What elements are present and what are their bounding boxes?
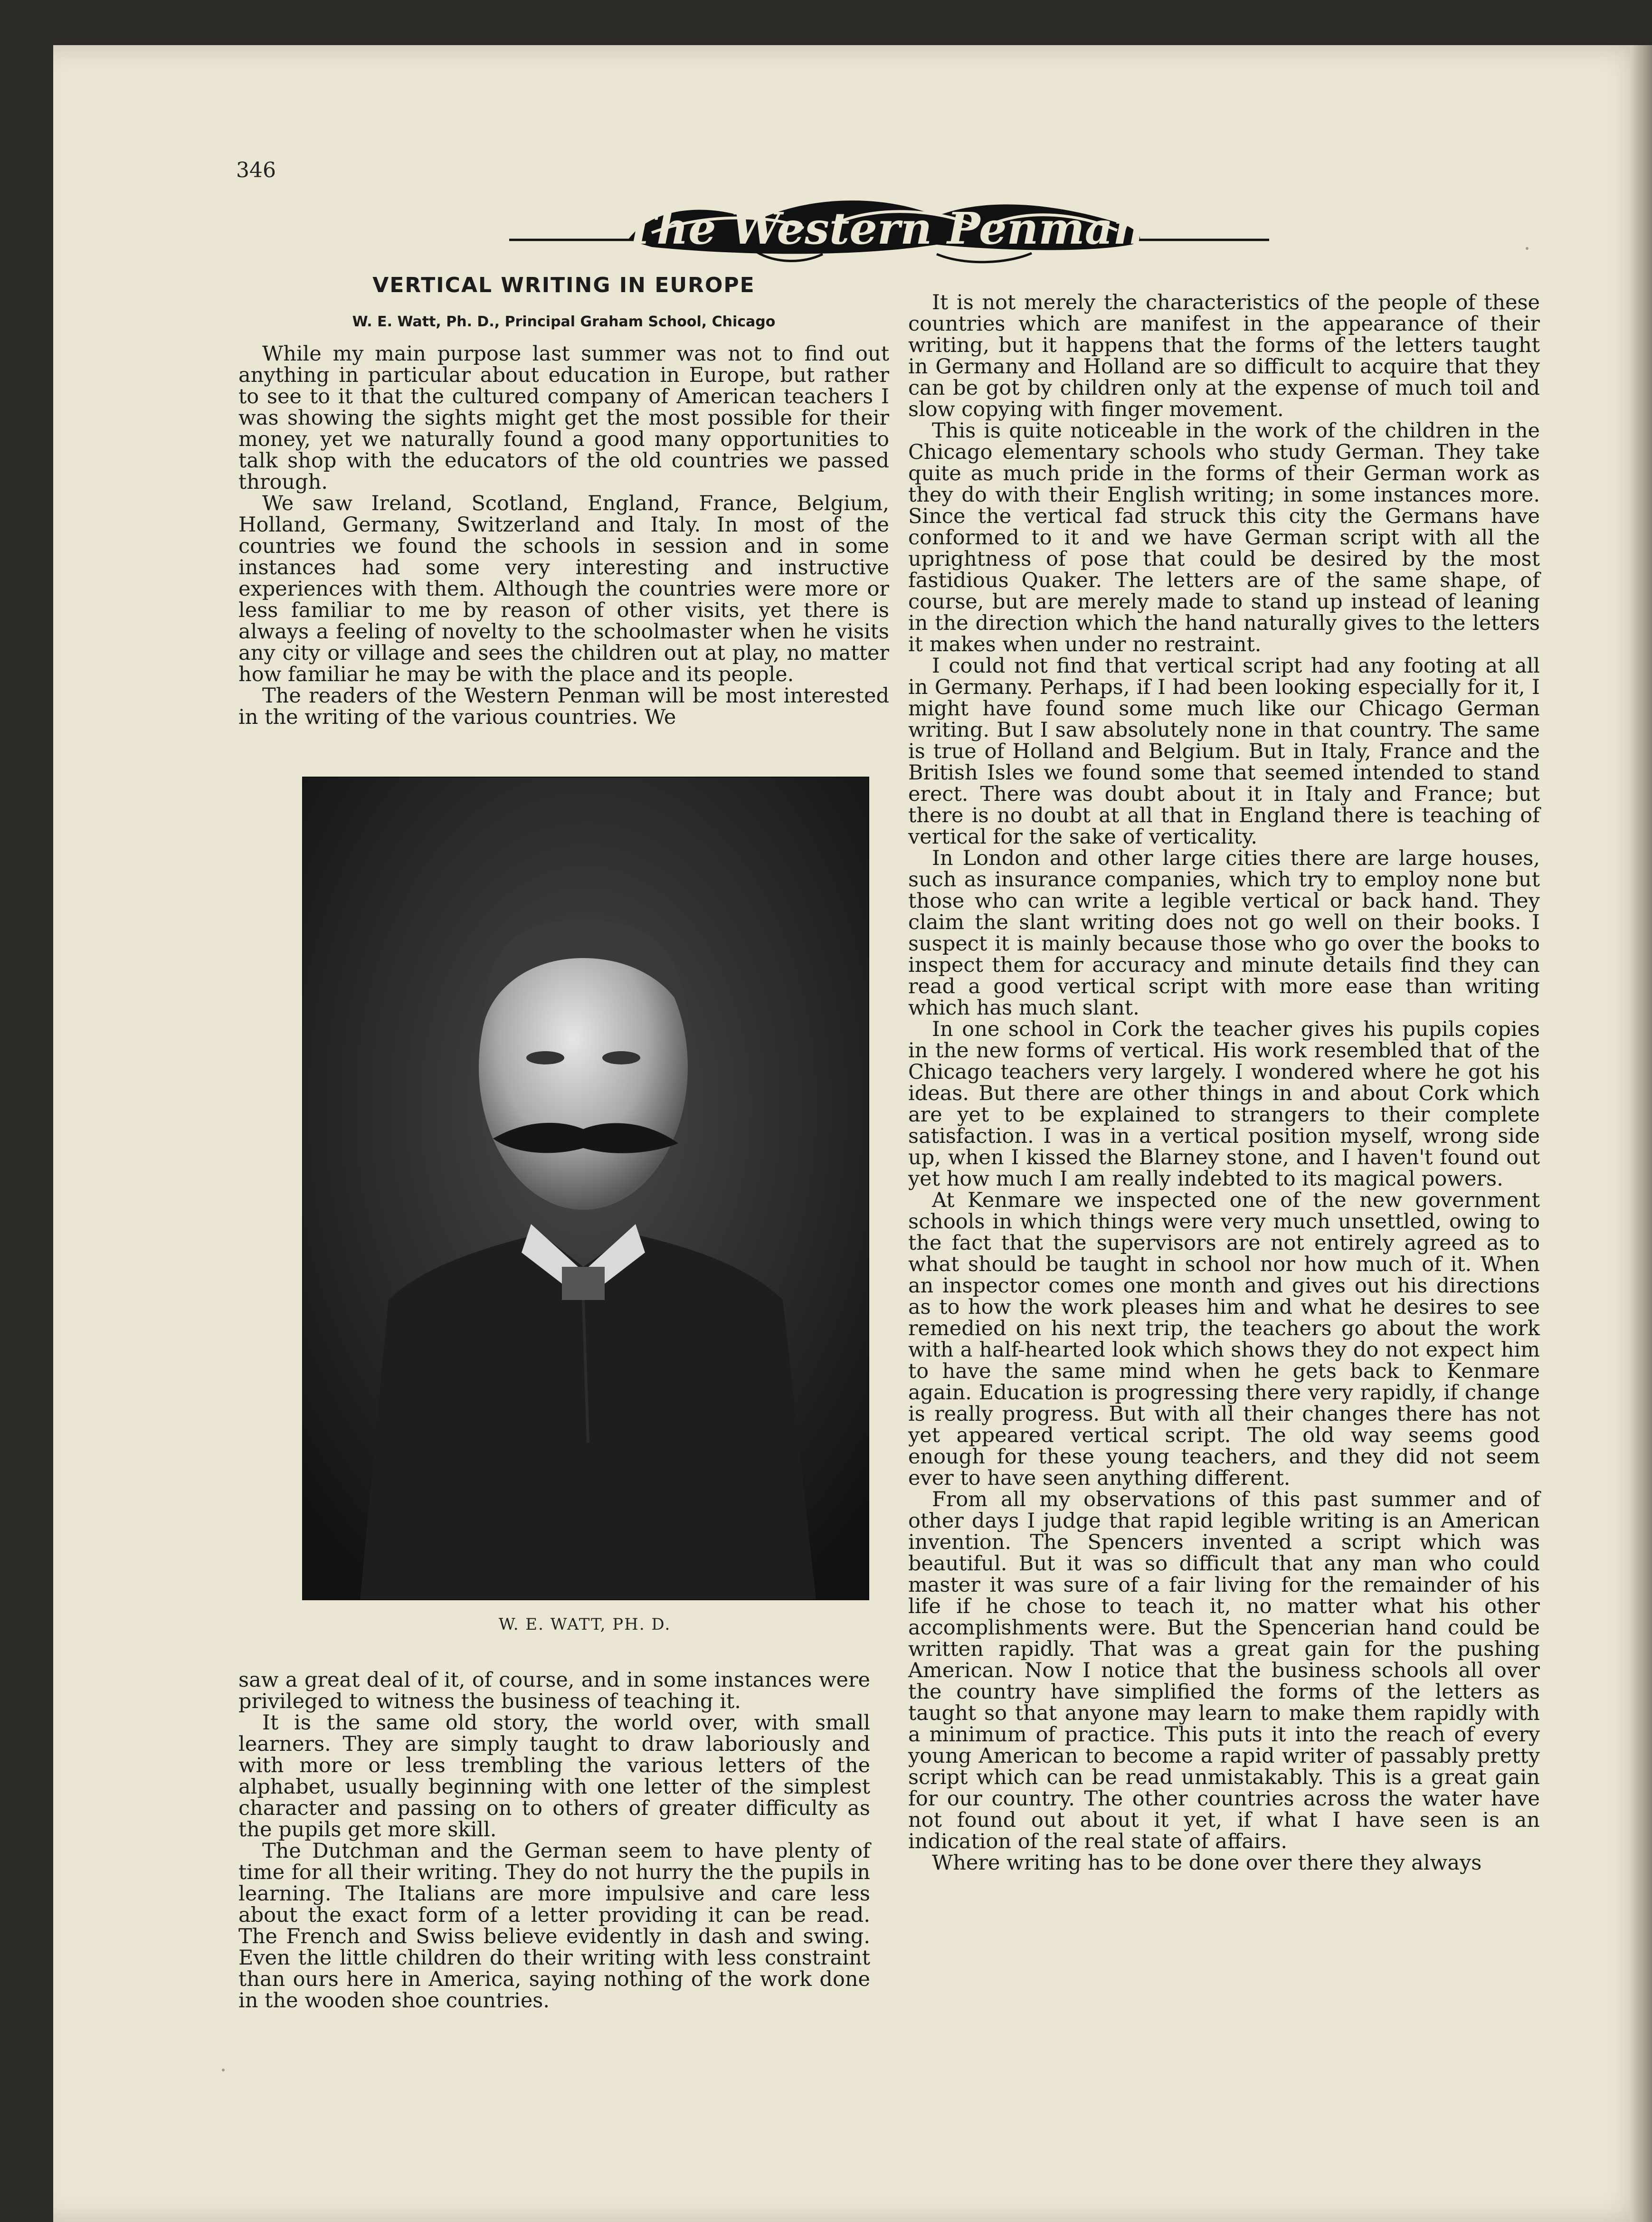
paragraph: In London and other large cities there are large houses, such as insurance companies, which try to employ none but those who can write a legible vertical or back hand. They claim the slant writing does not go well on their books. I suspect it is mainly because those who go over the books to inspect them for accuracy and minute details find they can read a good vertical script with more ease than writing which has much slant. — [908, 846, 1540, 1020]
paragraph: The readers of the Western Penman will be most interested in the writing of the various countries. We — [238, 684, 889, 729]
speck — [222, 2069, 225, 2071]
paragraph: I could not find that vertical script had any footing at all in Germany. Perhaps, if I had been looking especially for it, I might have found some much like our Chicago German writing. But I saw absolutely none in that country. The same is true of Holland and Belgium. But in Italy, France and the British Isles we found some that seemed intended to stand erect. There was doubt about it in Italy and France; but there is no doubt at all that in England there is teaching of vertical for the sake of verticality. — [908, 654, 1540, 849]
paragraph: The Dutchman and the German seem to have plenty of time for all their writing. They do not hurry the the pupils in learning. The Italians are more impulsive and care less about the exact form of a letter providing it can be read. The French and Swiss believe evidently in dash and swing. Even the little children do their writing with less constraint than ours here in America, saying nothing of the work done in the wooden shoe countries. — [238, 1839, 870, 2013]
left-column-top — [238, 273, 889, 728]
magazine-page — [53, 45, 1652, 2222]
paragraph: Where writing has to be done over there they always — [932, 1851, 1482, 1875]
speck — [1526, 247, 1529, 250]
masthead-logo-graphic — [509, 188, 1269, 268]
paragraph: While my main purpose last summer was not to find out anything in particular about education in Europe, but rather to see to it that the cultured company of American teachers I was showing the sights might get the most possible for their money, yet we naturally found a good many opportunities to talk shop with the educators of the old countries we passed through. — [238, 342, 889, 494]
svg-text:The Western Penman: The Western Penman — [624, 203, 1145, 254]
photo-caption: W. E. WATT, PH. D. — [498, 1615, 671, 1634]
paragraph: saw a great deal of it, of course, and in some instances were privileged to witness the business of teaching it. — [238, 1668, 870, 1713]
paragraph: It is the same old story, the world over, with small learners. They are simply taught to draw laboriously and with more or less trembling the various letters of the alphabet, usually beginning with one letter of the simplest character and passing on to others of greater difficulty as the pupils get more skill. — [238, 1711, 870, 1842]
paragraph: We saw Ireland, Scotland, England, France, Belgium, Holland, Germany, Switzerland and Italy. In most of the countries we found the schools in session and in some instances had some very interesting and instructive experiences with them. Although the countries were more or less familiar to me by reason of other visits, yet there is always a feeling of novelty to the schoolmaster when he visits any city or village and sees the children out at play, no matter how familiar he may be with the place and its people. — [238, 492, 889, 686]
masthead-logo — [509, 188, 1269, 268]
article-headline: VERTICAL WRITING IN EUROPE — [372, 273, 755, 297]
paragraph: In one school in Cork the teacher gives his pupils copies in the new forms of vertical. His work resembled that of the Chicago teachers very largely. I wondered where he got his ideas. But there are other things in and about Cork which are yet to be explained to strangers to their complete satisfaction. I was in a vertical position myself, wrong side up, when I kissed the Blarney stone, and I haven't found out yet how much I am really indebted to its magical powers. — [908, 1017, 1540, 1191]
portrait-image — [303, 778, 868, 1599]
paragraph: It is not merely the characteristics of the people of these countries which are manifest in the appearance of their writing, but it happens that the forms of the letters taught in Germany and Holland are so difficult to acquire that they can be got by children only at the expense of much toil and slow copying with finger movement. — [908, 291, 1540, 421]
author-portrait-photo — [302, 777, 869, 1600]
paragraph: From all my observations of this past summer and of other days I judge that rapid legible writing is an American invention. The Spencers invented a script which was beautiful. But it was so difficult that any man who could master it was sure of a fair living for the remainder of his life if he chose to teach it, no matter what his other accomplishments were. But the Spencerian hand could be written rapidly. That was a great gain for the pushing American. Now I notice that the business schools all over the country have simplified the forms of the letters as taught so that anyone may learn to make them rapidly with a minimum of practice. This puts it into the reach of every young American to become a rapid writer of passably pretty script which can be read unmistakably. This is a great gain for our country. The other countries across the water have not found out about it yet, if what I have seen is an indication of the real state of affairs. — [908, 1488, 1540, 1853]
paragraph: This is quite noticeable in the work of the children in the Chicago elementary schools who study German. They take quite as much pride in the forms of their German work as they do with their English writing; in some instances more. Since the vertical fad struck this city the Germans have conformed to it and we have German script with all the uprightness of pose that could be desired by the most fastidious Quaker. The letters are of the same shape, of course, but are merely made to stand up instead of leaning in the direction which the hand naturally gives to the letters it makes when under no restraint. — [908, 419, 1540, 656]
article-byline: W. E. Watt, Ph. D., Principal Graham School, Chicago — [352, 313, 776, 330]
left-column-bottom — [238, 1670, 870, 2012]
paragraph: At Kenmare we inspected one of the new government schools in which things were very much unsettled, owing to the fact that the supervisors are not entirely agreed as to what should be taught in school nor how much of it. When an inspector comes one month and gives out his directions as to how the work pleases him and what he desires to see remedied on his next trip, the teachers go about the work with a half-hearted look which shows they do not expect him to have the same mind when he gets back to Kenmare again. Education is progressing there very rapidly, if change is really progress. But with all their changes there has not yet appeared vertical script. The old way seems good enough for these young teachers, and they did not seem ever to have seen anything different. — [908, 1188, 1540, 1490]
right-column — [908, 292, 1540, 1874]
page-spine-shadow — [1630, 45, 1652, 2222]
page-number: 346 — [236, 158, 276, 182]
